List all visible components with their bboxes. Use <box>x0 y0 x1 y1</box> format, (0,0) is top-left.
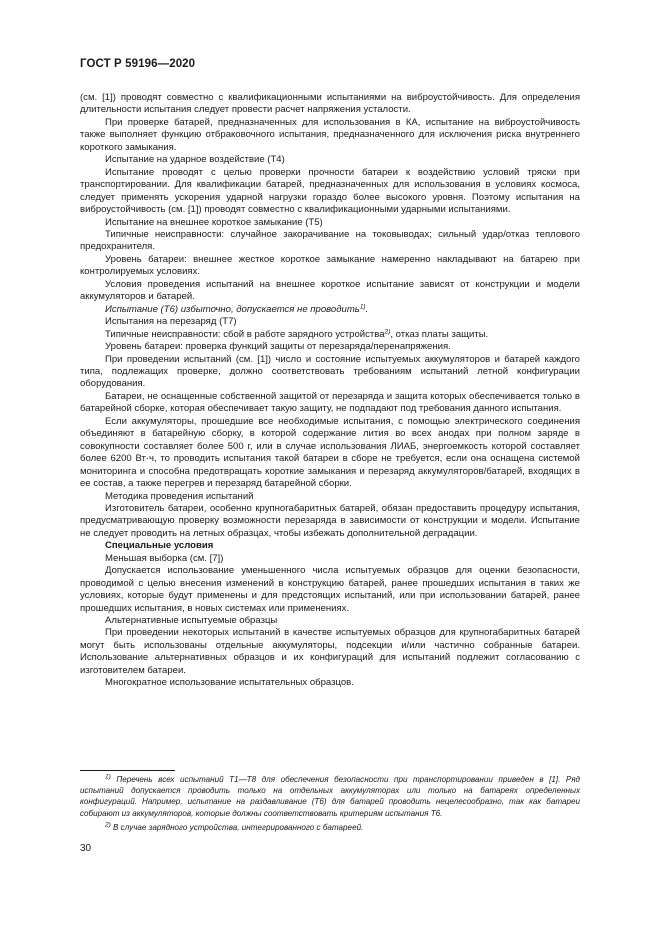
footnotes <box>80 774 580 836</box>
standard-header: ГОСТ Р 59196—2020 <box>80 58 196 70</box>
section-heading-t4: Испытание на ударное воздействие (Т4) <box>105 154 285 166</box>
footnote-mark-2: 2) <box>105 821 111 829</box>
footnote-1-text: Перечень всех испытаний Т1—Т8 для обеспечения безопасности при транспортировании приведен в [1]. Ряд испытаний допускается проводить только на отдельных аккумуляторах или только на батареях определенных конфигураций. Например, испытание на раздавливание (Т6) для батарей проводить нецелесообразно, так как батареи собирают из аккумуляторов, которые должны соответствовать критериям испытания Т6. <box>80 775 580 818</box>
paragraph-t7-level: Уровень батареи: проверка функций защиты от перезаряда/перенапряжения. <box>105 341 451 353</box>
footnote-ref-2: 2) <box>384 328 391 336</box>
paragraph-t7-assembly: Если аккумуляторы, прошедшие все необходимые испытания, с помощью электрического соединения объединяют в батарейную сборку, в которой содержание лития во всех анодах при полном заряде в совокупности составляет более 500 г, или в случае использования ЛИАБ, энергоемкость которой составляет более 6200 Вт·ч, то проводить испытания такой батареи в сборе не требуется, если она оснащена системой мониторинга и способна предотвращать короткие замыкания и перезаряд аккумуляторов/батарей, входящих в ее состав, а также перегрев и перезаряд батарейной сборки. <box>80 415 580 490</box>
paragraph-method: Изготовитель батареи, особенно крупногабаритных батарей, обязан предоставить процедуру испытания, предусматривающую проверку возможности перезаряда в зависимости от конструкции и модели. Испытание не следует проводить на летных образцах, чтобы избежать дополнительной деградации. <box>80 502 580 539</box>
section-heading-special: Специальные условия <box>105 540 214 552</box>
paragraph-small-sample: Допускается использование уменьшенного числа испытуемых образцов для оценки безопасности, проводимой с целью внесения изменений в конструкцию батарей, ранее прошедших испытания в таких же условиях, которые будут применены и для предстоящих испытаний, или при использовании батарей, ранее прошедших испытания, в новых системах или применениях. <box>80 565 580 614</box>
paragraph-t5-level: Уровень батареи: внешнее жесткое короткое замыкание намеренно накладывают на батарею при контролируемых условиях. <box>80 253 580 278</box>
t6-text: Испытание (Т6) избыточно, допускается не проводить <box>105 303 360 315</box>
footnote-2-text: В случае зарядного устройства, интегрированного с батареей. <box>110 822 364 832</box>
footnote-2 <box>80 822 580 833</box>
paragraph-t7-tests: При проведении испытаний (см. [1]) число и состояние испытуемых аккумуляторов и батарей каждого типа, подлежащих проверке, должно соответствовать требованиям испытаний летной конфигурации оборудования. <box>80 353 580 390</box>
paragraph-t7-batteries: Батареи, не оснащенные собственной защитой от перезаряда и защита которых обеспечивается только в батарейной сборке, которая обеспечивает такую защиту, не подпадают под требования данного испытания. <box>80 390 580 415</box>
t7-faults-text: Типичные неисправности: сбой в работе зарядного устройства <box>105 328 385 340</box>
paragraph-t5-conditions: Условия проведения испытаний на внешнее короткое испытание зависят от конструкции и модели аккумуляторов и батарей. <box>80 278 580 303</box>
page-number: 30 <box>80 843 92 854</box>
subheading-small-sample: Меньшая выборка (см. [7]) <box>105 552 224 564</box>
paragraph-2: При проверке батарей, предназначенных для использования в КА, испытание на виброустойчивость также выполняет функцию отбраковочного испытания, предназначенного для исключения риска внутреннего короткого замыкания. <box>80 116 580 153</box>
subheading-alternative: Альтернативные испытуемые образцы <box>105 615 278 627</box>
t7-faults-after: , отказ платы защиты. <box>390 328 489 340</box>
section-heading-t7: Испытания на перезаряд (Т7) <box>105 316 237 328</box>
footnote-ref-1: 1) <box>359 303 366 311</box>
paragraph-t4: Испытание проводят с целью проверки прочности батареи к воздействию условий тряски при транспортировании. Для квалификации батарей, предназначенных для использования в условиях космоса, следует применять ускорения ударной нагрузки гораздо более высокого уровня. Поэтому испытания на виброустойчивость (см. [1]) проводят совместно с квалификационными ударными испытаниями. <box>80 166 580 216</box>
section-heading-method: Методика проведения испытаний <box>105 490 254 502</box>
paragraph-reuse: Многократное использование испытательных образцов. <box>105 677 354 689</box>
footnote-1 <box>80 774 580 819</box>
section-heading-t5: Испытание на внешнее короткое замыкание (Т5) <box>105 216 323 228</box>
paragraph-alternative: При проведении некоторых испытаний в качестве испытуемых образцов для крупногабаритных батарей могут быть использованы отдельные аккумуляторы, подсекции и/или частично собранные батареи. Использование альтернативных образцов и их конфигураций для испытаний подлежит согласованию с изготовителем батареи. <box>80 627 580 676</box>
footnote-divider <box>80 770 175 771</box>
t6-after: . <box>365 303 369 315</box>
paragraph-t6 <box>80 304 580 316</box>
paragraph-t7-faults <box>80 329 580 341</box>
main-text <box>80 92 580 690</box>
paragraph-t5-faults: Типичные неисправности: случайное закорачивание на токовыводах; сильный удар/отказ теплового предохранителя. <box>80 228 580 253</box>
footnote-mark-1: 1) <box>105 773 111 781</box>
paragraph-1: (см. [1]) проводят совместно с квалификационными испытаниями на виброустойчивость. Для определения длительности испытания следует провести расчет напряжения усталости. <box>80 92 580 116</box>
